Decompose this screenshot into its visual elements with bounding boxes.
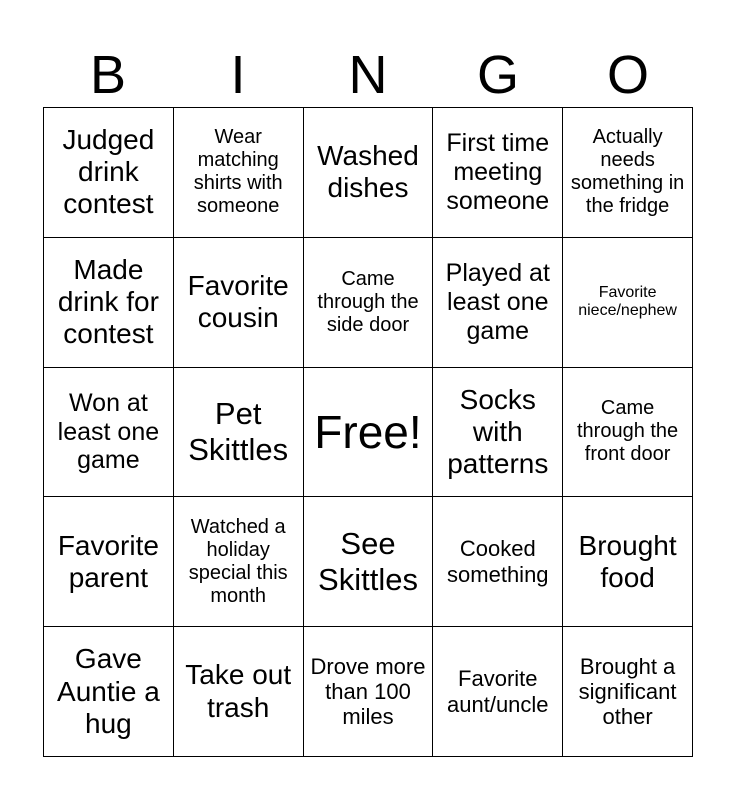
bingo-cell[interactable]: Drove more than 100 miles [304,627,434,757]
bingo-cell[interactable]: Pet Skittles [174,368,304,498]
bingo-cell[interactable]: First time meeting someone [433,108,563,238]
bingo-cell[interactable]: Cooked something [433,497,563,627]
bingo-cell[interactable]: Wear matching shirts with someone [174,108,304,238]
header-letter-g: G [476,45,519,105]
bingo-cell[interactable]: Socks with patterns [433,368,563,498]
bingo-cell[interactable]: Watched a holiday special this month [174,497,304,627]
bingo-board [43,107,693,757]
header-letter-o: O [606,45,649,105]
bingo-cell[interactable]: Brought food [563,497,693,627]
bingo-cell[interactable]: Came through the side door [304,238,434,368]
header-letter-b: B [89,45,127,105]
bingo-cell[interactable]: Favorite aunt/uncle [433,627,563,757]
bingo-cell[interactable]: Actually needs something in the fridge [563,108,693,238]
bingo-cell[interactable]: Washed dishes [304,108,434,238]
bingo-cell[interactable]: Take out trash [174,627,304,757]
bingo-cell[interactable]: Brought a significant other [563,627,693,757]
bingo-cell[interactable]: Favorite cousin [174,238,304,368]
bingo-cell[interactable]: See Skittles [304,497,434,627]
bingo-cell[interactable]: Came through the front door [563,368,693,498]
header-letter-i: I [230,45,246,105]
bingo-cell[interactable]: Favorite parent [44,497,174,627]
bingo-cell[interactable]: Made drink for contest [44,238,174,368]
bingo-cell[interactable]: Played at least one game [433,238,563,368]
header-letter-n: N [348,45,388,105]
bingo-cell[interactable]: Judged drink contest [44,108,174,238]
bingo-header [43,42,693,108]
bingo-cell[interactable]: Gave Auntie a hug [44,627,174,757]
bingo-cell[interactable]: Favorite niece/nephew [563,238,693,368]
free-space-cell[interactable]: Free! [304,368,434,498]
bingo-cell[interactable]: Won at least one game [44,368,174,498]
